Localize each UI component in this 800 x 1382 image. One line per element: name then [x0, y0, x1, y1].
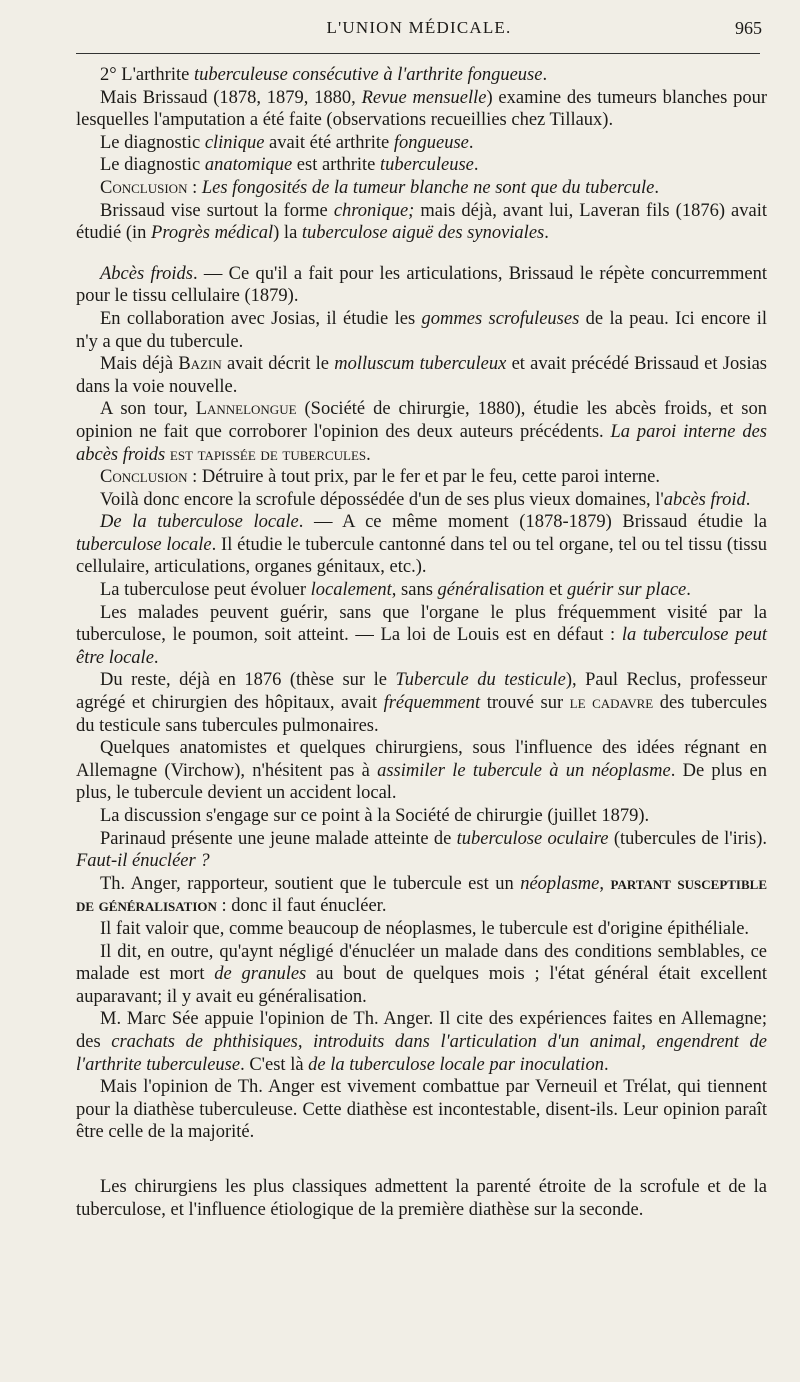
paragraph: Abcès froids. — Ce qu'il a fait pour les articulations, Brissaud le répète concurremment pour le tissu cellulaire (1879).	[76, 263, 767, 307]
running-title: L'UNION MÉDICALE.	[326, 18, 512, 37]
header-rule	[76, 53, 760, 54]
page-number: 965	[735, 18, 762, 38]
paragraph: Les chirurgiens les plus classiques admettent la parenté étroite de la scrofule et de la tuberculose, et l'influence étiologique de la première diathèse sur la seconde.	[76, 1176, 767, 1220]
paragraph: La discussion s'engage sur ce point à la Société de chirurgie (juillet 1879).	[100, 806, 650, 826]
paragraph: Th. Anger, rapporteur, soutient que le tubercule est un néoplasme, partant susceptible de généralisation : donc il faut énucléer.	[76, 873, 768, 917]
paragraph: M. Marc Sée appuie l'opinion de Th. Anger. Il cite des expériences faites en Allemagne; des crachats de phthisiques, introduits dans l'articulation d'un animal, engendrent de l'arthrite tuberculeuse. C'est là de la tuberculose locale par inoculation.	[76, 1009, 767, 1075]
paragraph: Conclusion : Les fongosités de la tumeur blanche ne sont que du tubercule.	[100, 177, 659, 198]
paragraph: Conclusion : Détruire à tout prix, par le fer et par le feu, cette paroi interne.	[100, 467, 661, 488]
paragraph: Le diagnostic anatomique est arthrite tuberculeuse.	[100, 155, 479, 176]
paragraph: La tuberculose peut évoluer localement, sans généralisation et guérir sur place.	[100, 580, 691, 601]
body-text	[76, 64, 767, 1221]
paragraph: Il fait valoir que, comme beaucoup de néoplasmes, le tubercule est d'origine épithéliale.	[100, 918, 750, 939]
paragraph: En collaboration avec Josias, il étudie les gommes scrofuleuses de la peau. Ici encore il n'y a que du tubercule.	[76, 308, 767, 352]
paragraph: Les malades peuvent guérir, sans que l'organe le plus fréquemment visité par la tuberculose, le poumon, soit atteint. — La loi de Louis est en défaut : la tuberculose peut être locale.	[76, 602, 767, 668]
paragraph: De la tuberculose locale. — A ce même moment (1878-1879) Brissaud étudie la tuberculose locale. Il étudie le tubercule cantonné dans tel ou tel organe, tel ou tel tissu (tissu cellulaire, articulations, organes génitaux, etc.).	[76, 512, 768, 578]
paragraph: Il dit, en outre, qu'aynt négligé d'énucléer un malade dans des conditions semblables, ce malade est mort de granules au bout de quelques mois ; l'état général était excellent auparavant; il y avait eu généralisation.	[76, 941, 767, 1007]
paragraph: Du reste, déjà en 1876 (thèse sur le Tubercule du testicule), Paul Reclus, professeur agrégé et chirurgien des hôpitaux, avait fréquemment trouvé sur le cadavre des tubercules du testicule sans tubercules pulmonaires.	[76, 670, 768, 736]
paragraph: 2° L'arthrite tuberculeuse consécutive à l'arthrite fongueuse.	[100, 65, 548, 85]
paragraph: Mais déjà Bazin avait décrit le molluscum tuberculeux et avait précédé Brissaud et Josias dans la voie nouvelle.	[76, 354, 767, 397]
paragraph: Parinaud présente une jeune malade atteinte de tuberculose oculaire (tubercules de l'iris). Faut-il énucléer ?	[76, 828, 767, 872]
paragraph: Le diagnostic clinique avait été arthrite fongueuse.	[100, 132, 474, 153]
paragraph: Mais Brissaud (1878, 1879, 1880, Revue mensuelle) examine des tumeurs blanches pour lesquelles l'amputation a été faite (observations recueillies chez Tillaux).	[76, 87, 767, 131]
paragraph: Brissaud vise surtout la forme chronique; mais déjà, avant lui, Laveran fils (1876) avait étudié (in Progrès médical) la tuberculose aiguë des synoviales.	[76, 200, 767, 244]
paragraph: A son tour, Lannelongue (Société de chirurgie, 1880), étudie les abcès froids, et son opinion ne fait que corroborer l'opinion des deux auteurs précédents. La paroi interne des abcès froids est tapissée de tubercules.	[76, 399, 767, 465]
paragraph: Voilà donc encore la scrofule dépossédée d'un de ses plus vieux domaines, l'abcès froid.	[100, 489, 751, 510]
paragraph: Mais l'opinion de Th. Anger est vivement combattue par Verneuil et Trélat, qui tiennent pour la diathèse tuberculeuse. Cette diathèse est incontestable, disent-ils. Leur opinion paraît être celle de la majorité.	[76, 1077, 767, 1143]
page-header	[76, 18, 762, 48]
paragraph: Quelques anatomistes et quelques chirurgiens, sous l'influence des idées régnant en Allemagne (Virchow), n'hésitent pas à assimiler le tubercule à un néoplasme. De plus en plus, le tubercule devient un accident local.	[76, 738, 767, 804]
